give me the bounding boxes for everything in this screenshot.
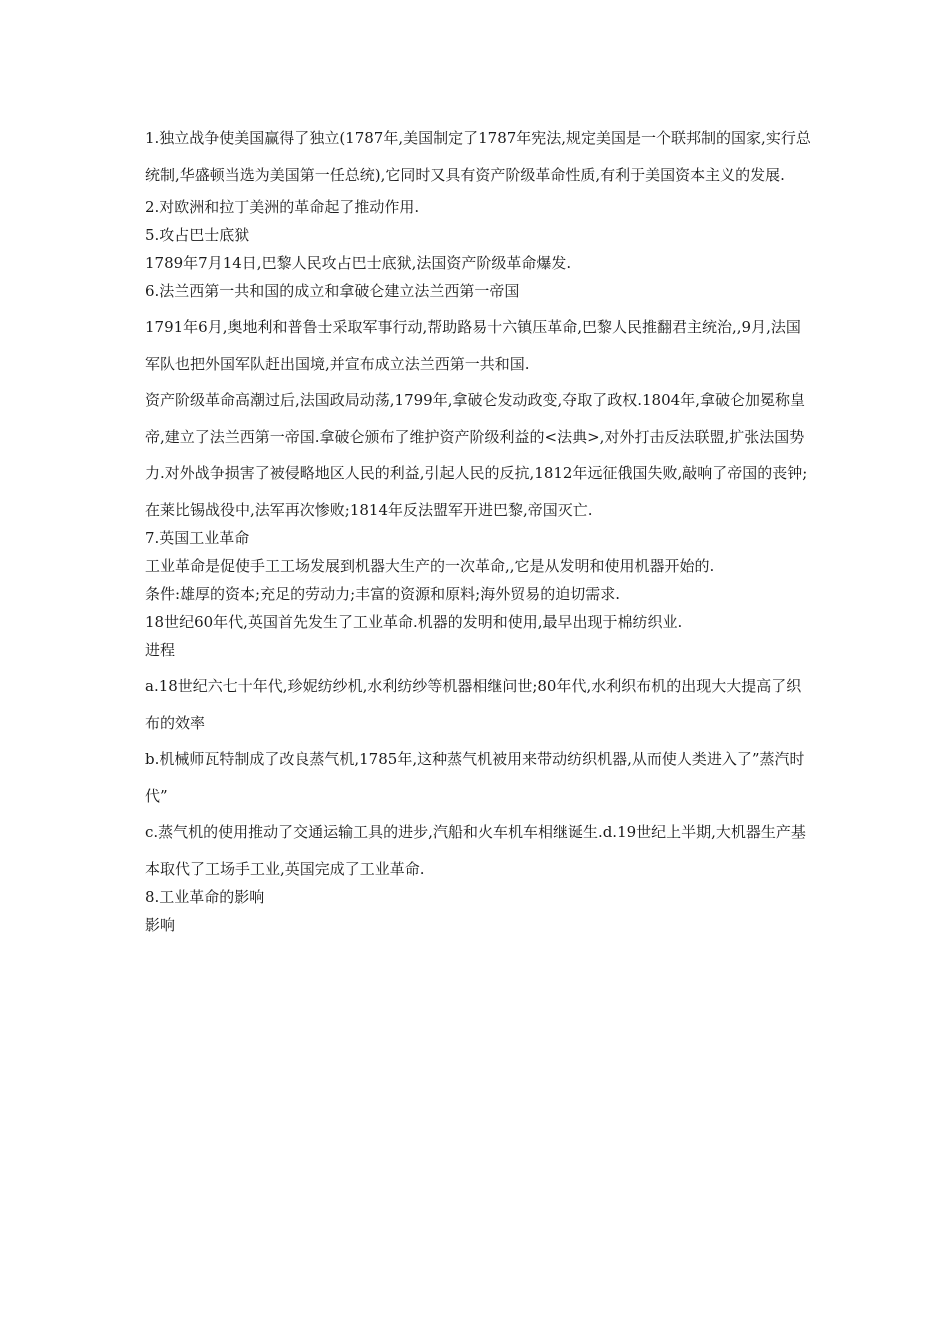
paragraph-process-c: c.蒸气机的使用推动了交通运输工具的进步,汽船和火车机车相继诞生.d.19世纪上半期,大机器生产基本取代了工场手工业,英国完成了工业革命. [145,823,806,878]
heading-process: 进程 [145,641,176,659]
paragraph-conditions: 条件:雄厚的资本;充足的劳动力;丰富的资源和原料;海外贸易的迫切需求. [145,585,620,603]
document-body [145,120,815,943]
label-impact: 影响 [145,916,176,934]
paragraph-independence-war: 1.独立战争使美国赢得了独立(1787年,美国制定了1787年宪法,规定美国是一个联邦制的国家,实行总统制,华盛顿当选为美国第一任总统),它同时又具有资产阶级革命性质,有利于美国资本主义的发展. [145,129,811,184]
paragraph-bastille: 1789年7月14日,巴黎人民攻占巴士底狱,法国资产阶级革命爆发. [145,254,572,272]
heading-first-republic-empire: 6.法兰西第一共和国的成立和拿破仑建立法兰西第一帝国 [145,282,520,300]
paragraph-napoleon: 资产阶级革命高潮过后,法国政局动荡,1799年,拿破仑发动政变,夺取了政权.1804年,拿破仑加冕称皇帝,建立了法兰西第一帝国.拿破仑颁布了维护资产阶级利益的<法典>,对外打击反法联盟,扩张法国势力.对外战争损害了被侵略地区人民的利益,引起人民的反抗,1812年远征俄国失败,敲响了帝国的丧钟;在莱比锡战役中,法军再次惨败;1814年反法盟军开进巴黎,帝国灭亡. [145,391,808,519]
paragraph-industrial-definition: 工业革命是促使手工工场发展到机器大生产的一次革命,,它是从发明和使用机器开始的. [145,557,715,575]
paragraph-origin: 18世纪60年代,英国首先发生了工业革命.机器的发明和使用,最早出现于棉纺织业. [145,613,683,631]
heading-industrial-revolution: 7.英国工业革命 [145,529,250,547]
paragraph-process-b: b.机械师瓦特制成了改良蒸气机,1785年,这种蒸气机被用来带动纺织机器,从而使人类进入了”蒸汽时代” [145,750,805,805]
paragraph-first-republic: 1791年6月,奥地利和普鲁士采取军事行动,帮助路易十六镇压革命,巴黎人民推翻君主统治,,9月,法国军队也把外国军队赶出国境,并宣布成立法兰西第一共和国. [145,318,801,373]
heading-impact: 8.工业革命的影响 [145,888,265,906]
heading-bastille: 5.攻占巴士底狱 [145,226,250,244]
paragraph-process-a: a.18世纪六七十年代,珍妮纺纱机,水利纺纱等机器相继问世;80年代,水利织布机的出现大大提高了织布的效率 [145,677,802,732]
paragraph-latin-america: 2.对欧洲和拉丁美洲的革命起了推动作用. [145,198,420,216]
